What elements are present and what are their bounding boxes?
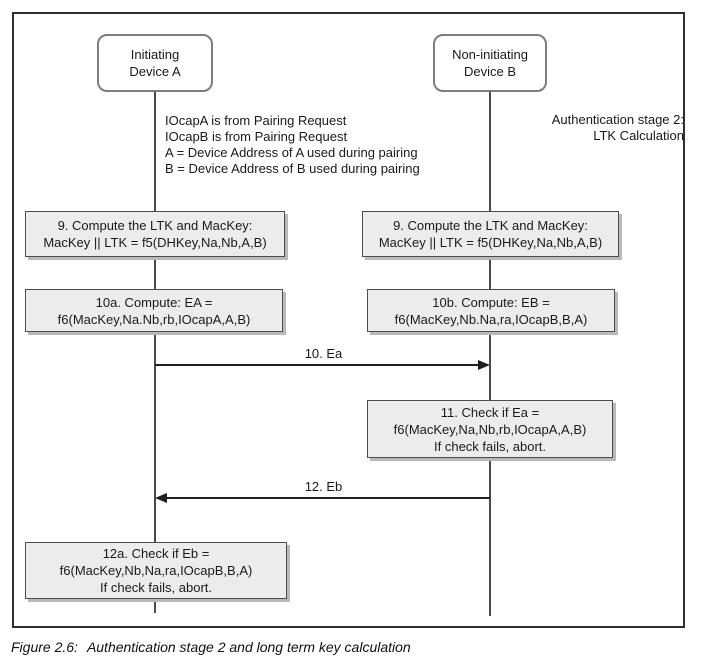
process-box-line: If check fails, abort. xyxy=(434,438,546,454)
process-box-11 xyxy=(367,400,613,458)
actor-label: Initiating xyxy=(130,47,180,62)
message-label-12-eb: 12. Eb xyxy=(304,479,343,494)
actor-device-b xyxy=(433,34,547,92)
message-arrow-10-ea xyxy=(155,364,480,366)
process-box-line: 10a. Compute: EA = xyxy=(95,294,213,310)
actor-device-a xyxy=(97,34,213,92)
process-box-line: 10b. Compute: EB = xyxy=(432,294,550,310)
process-box-line: 9. Compute the LTK and MacKey: xyxy=(57,218,253,233)
actor-label: Non-initiating xyxy=(452,47,528,62)
process-box-line: f6(MacKey,Nb.Na,ra,IOcapB,B,A) xyxy=(394,311,588,327)
note-line: B = Device Address of B used during pairing xyxy=(165,161,420,176)
actor-label: Device B xyxy=(463,64,517,79)
process-box-line: If check fails, abort. xyxy=(100,580,212,595)
process-box-line: MacKey || LTK = f5(DHKey,Na,Nb,A,B) xyxy=(43,235,267,250)
process-box-10a xyxy=(25,289,283,332)
process-box-9a xyxy=(25,211,285,257)
process-box-line: 12a. Check if Eb = xyxy=(102,546,210,561)
figure-caption-label: Figure 2.6: xyxy=(11,639,78,655)
message-arrow-12-eb xyxy=(167,497,490,499)
process-box-line: f6(MacKey,Nb,Na,ra,IOcapB,B,A) xyxy=(59,563,253,578)
stage-annotation-line: Authentication stage 2: xyxy=(551,112,684,127)
arrowhead-right xyxy=(478,360,490,370)
process-box-line: MacKey || LTK = f5(DHKey,Na,Nb,A,B) xyxy=(378,235,603,250)
stage-annotation-line: LTK Calculation xyxy=(593,128,684,143)
arrowhead-left xyxy=(155,493,167,503)
process-box-line: 11. Check if Ea = xyxy=(440,404,540,420)
message-label-10-ea: 10. Ea xyxy=(304,346,343,361)
process-box-line: f6(MacKey,Na,Nb,rb,IOcapA,A,B) xyxy=(393,421,587,437)
note-line: A = Device Address of A used during pairing xyxy=(165,145,418,160)
process-box-line: f6(MacKey,Na.Nb,rb,IOcapA,A,B) xyxy=(57,311,251,327)
note-line: IOcapB is from Pairing Request xyxy=(165,129,348,144)
process-box-12a xyxy=(25,542,287,599)
process-box-line: 9. Compute the LTK and MacKey: xyxy=(393,218,588,233)
process-box-10b xyxy=(367,289,615,332)
note-line: IOcapA is from Pairing Request xyxy=(165,113,347,128)
pairing-notes xyxy=(165,113,420,177)
stage-annotation xyxy=(552,112,684,144)
process-box-9b xyxy=(362,211,619,257)
figure-caption-text: Authentication stage 2 and long term key calculation xyxy=(86,639,411,655)
actor-label: Device A xyxy=(129,64,181,79)
figure-caption xyxy=(11,639,411,655)
